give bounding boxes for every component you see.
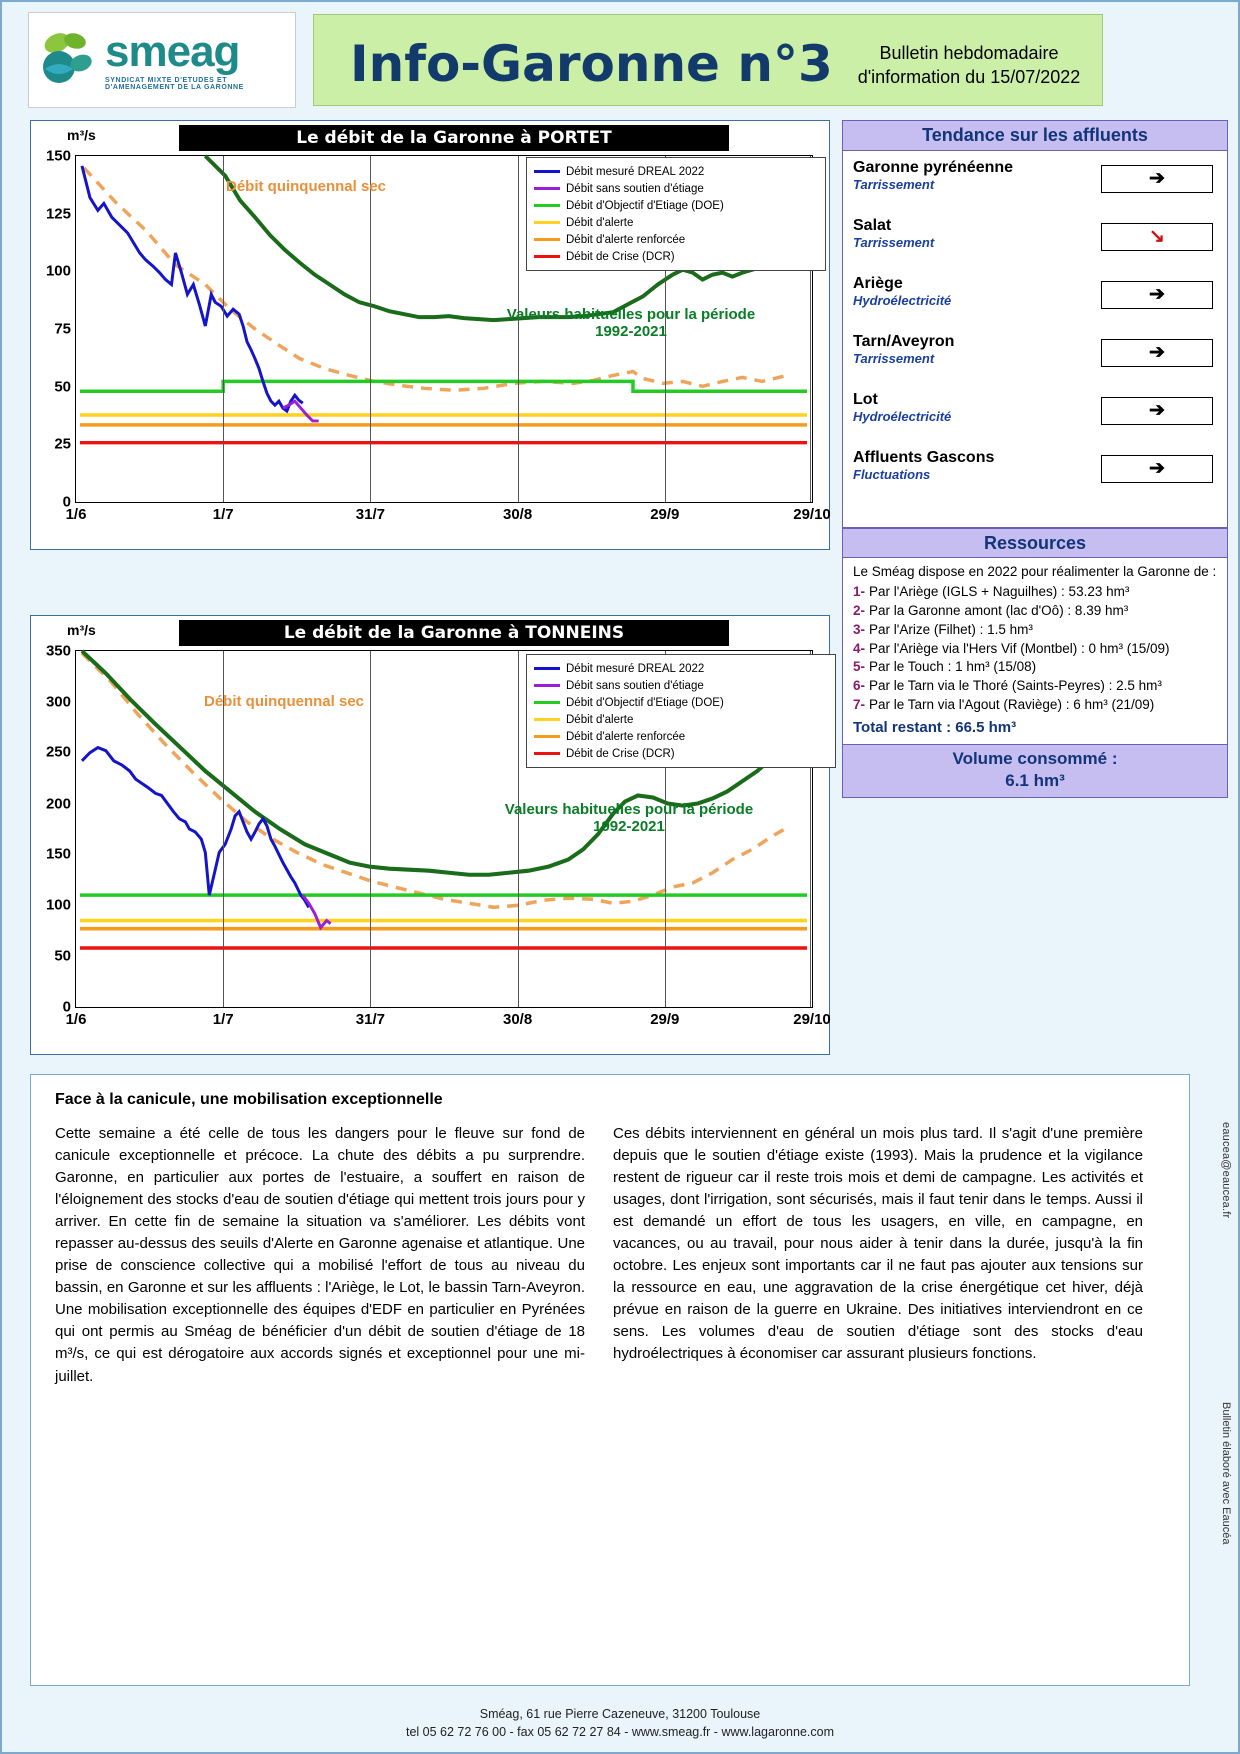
legend-label: Débit d'alerte renforcée bbox=[566, 233, 686, 246]
tendance-state: Hydroélectricité bbox=[853, 293, 952, 309]
tendance-state: Tarrissement bbox=[853, 177, 935, 193]
ressource-text: Par le Tarn via l'Agout (Raviège) : 6 hm³ (21/09) bbox=[869, 697, 1155, 713]
legend-swatch-icon bbox=[534, 667, 560, 670]
legend-swatch-icon bbox=[534, 238, 560, 241]
xtick: 31/7 bbox=[355, 1011, 385, 1028]
xtick: 29/9 bbox=[650, 506, 680, 523]
ressources-heading: Ressources bbox=[842, 528, 1228, 559]
legend-label: Débit sans soutien d'étiage bbox=[566, 679, 704, 692]
legend-label: Débit de Crise (DCR) bbox=[566, 747, 675, 760]
tendance-state: Tarrissement bbox=[853, 235, 935, 251]
legend-label: Débit d'alerte bbox=[566, 713, 634, 726]
ytick: 100 bbox=[45, 896, 71, 914]
legend-swatch-icon bbox=[534, 187, 560, 190]
tendance-state: Fluctuations bbox=[853, 467, 931, 483]
tendance-name: Salat bbox=[853, 216, 892, 234]
tendance-name: Garonne pyrénéenne bbox=[853, 158, 1014, 176]
chart-tonneins bbox=[30, 615, 830, 1055]
ressource-text: Par la Garonne amont (lac d'Oô) : 8.39 hm³ bbox=[869, 603, 1129, 618]
annot-quinquennal-sec: Débit quinquennal sec bbox=[203, 693, 365, 710]
chart-portet bbox=[30, 120, 830, 550]
ressources-intro: Le Sméag dispose en 2022 pour réalimenter la Garonne de : bbox=[853, 564, 1217, 580]
legend-label: Débit d'alerte renforcée bbox=[566, 730, 686, 743]
legend-swatch-icon bbox=[534, 170, 560, 173]
ressource-number: 7- bbox=[853, 697, 866, 713]
ressource-number: 4- bbox=[853, 640, 866, 656]
arrow-right-icon: ➔ bbox=[1101, 165, 1213, 193]
ressource-item bbox=[853, 602, 1217, 620]
article-column-right bbox=[613, 1123, 1143, 1388]
legend-swatch-icon bbox=[534, 204, 560, 207]
chart-tonneins-title: Le débit de la Garonne à TONNEINS bbox=[179, 620, 729, 646]
tendance-row-affluents-gascons bbox=[853, 447, 1217, 519]
article bbox=[30, 1074, 1190, 1686]
footer bbox=[2, 1705, 1238, 1743]
volume-value: 6.1 hm³ bbox=[1005, 770, 1065, 790]
article-heading: Face à la canicule, une mobilisation exceptionnelle bbox=[55, 1091, 443, 1108]
legend-item bbox=[534, 711, 828, 728]
volume-label: Volume consommé : bbox=[952, 748, 1118, 768]
legend-item bbox=[534, 248, 818, 265]
ytick: 150 bbox=[45, 147, 71, 165]
ressource-number: 6- bbox=[853, 678, 866, 694]
ressource-number: 1- bbox=[853, 584, 866, 600]
leaf-logo-icon bbox=[37, 29, 99, 91]
tendance-heading: Tendance sur les affluents bbox=[842, 120, 1228, 151]
logo-wordmark: smeag bbox=[105, 26, 240, 76]
legend-item bbox=[534, 197, 818, 214]
arrow-right-icon: ➔ bbox=[1101, 281, 1213, 309]
arrow-right-icon: ➔ bbox=[1101, 339, 1213, 367]
sidenote-credit: Bulletin élaboré avec Eaucéa bbox=[1220, 1402, 1232, 1545]
ytick: 125 bbox=[45, 205, 71, 223]
legend-swatch-icon bbox=[534, 255, 560, 258]
tendance-name: Tarn/Aveyron bbox=[853, 332, 955, 350]
legend-swatch-icon bbox=[534, 701, 560, 704]
legend-swatch-icon bbox=[534, 684, 560, 687]
ytick: 50 bbox=[54, 378, 71, 396]
ytick: 75 bbox=[54, 320, 71, 338]
legend-item bbox=[534, 694, 828, 711]
bulletin-subtitle: Bulletin hebdomadaire d'information du 15/07/2022 bbox=[857, 43, 1081, 88]
tendance-name: Affluents Gascons bbox=[853, 448, 995, 466]
legend-swatch-icon bbox=[534, 752, 560, 755]
smeag-logo bbox=[28, 12, 296, 108]
logo-subtitle: SYNDICAT MIXTE D'ETUDES ET D'AMENAGEMENT DE LA GARONNE bbox=[105, 76, 244, 91]
tendance-state: Hydroélectricité bbox=[853, 409, 952, 425]
tendance-row-ariege bbox=[853, 273, 1217, 331]
ytick: 250 bbox=[45, 743, 71, 761]
xtick: 1/6 bbox=[65, 1011, 87, 1028]
legend-item bbox=[534, 660, 828, 677]
legend-label: Débit d'alerte bbox=[566, 216, 634, 229]
ressources-total: Total restant : 66.5 hm³ bbox=[853, 718, 1017, 736]
ressource-item bbox=[853, 640, 1217, 658]
ytick: 25 bbox=[54, 435, 71, 453]
annot-valeurs-habituelles: Valeurs habituelles pour la période 1992-2021 bbox=[506, 306, 756, 341]
logo-text bbox=[105, 26, 287, 91]
ressource-item bbox=[853, 658, 1217, 676]
article-column-left bbox=[55, 1123, 585, 1388]
right-column bbox=[842, 120, 1228, 798]
chart-tonneins-unit: m³/s bbox=[67, 622, 96, 638]
legend-label: Débit d'Objectif d'Etiage (DOE) bbox=[566, 696, 724, 709]
tendance-row-garonne-pyreneenne bbox=[853, 157, 1217, 215]
tendance-box bbox=[842, 151, 1228, 528]
tendance-name: Lot bbox=[853, 390, 878, 408]
ressource-item bbox=[853, 696, 1217, 714]
legend-item bbox=[534, 214, 818, 231]
xtick: 1/6 bbox=[65, 506, 87, 523]
volume-consomme-box bbox=[842, 745, 1228, 798]
xtick: 29/9 bbox=[650, 1011, 680, 1028]
legend-swatch-icon bbox=[534, 221, 560, 224]
xtick: 29/10 bbox=[793, 1011, 831, 1028]
footer-address: Sméag, 61 rue Pierre Cazeneuve, 31200 Toulouse bbox=[479, 1706, 761, 1721]
ressource-text: Par l'Arize (Filhet) : 1.5 hm³ bbox=[869, 621, 1033, 637]
chart-tonneins-legend bbox=[526, 654, 836, 768]
article-columns bbox=[55, 1123, 1165, 1388]
chart-portet-title: Le débit de la Garonne à PORTET bbox=[179, 125, 729, 151]
legend-item bbox=[534, 745, 828, 762]
legend-label: Débit mesuré DREAL 2022 bbox=[566, 165, 705, 178]
ytick: 0 bbox=[62, 998, 71, 1016]
footer-contact: tel 05 62 72 76 00 - fax 05 62 72 27 84 - www.smeag.fr - www.lagaronne.com bbox=[405, 1725, 834, 1740]
ressource-text: Par le Tarn via le Thoré (Saints-Peyres) : 2.5 hm³ bbox=[869, 678, 1162, 694]
header bbox=[10, 8, 1228, 112]
ressources-box bbox=[842, 558, 1228, 744]
tendance-row-salat bbox=[853, 215, 1217, 273]
ressource-text: Par le Touch : 1 hm³ (15/08) bbox=[869, 659, 1037, 675]
chart-portet-legend bbox=[526, 157, 826, 271]
ytick: 100 bbox=[45, 262, 71, 280]
tendance-name: Ariège bbox=[853, 274, 903, 292]
legend-item bbox=[534, 728, 828, 745]
ressource-item bbox=[853, 583, 1217, 601]
ytick: 200 bbox=[45, 795, 71, 813]
annot-valeurs-habituelles: Valeurs habituelles pour la période 1992-2021 bbox=[504, 801, 754, 836]
ressource-text: Par l'Ariège via l'Hers Vif (Montbel) : 0 hm³ (15/09) bbox=[869, 640, 1170, 656]
gridline bbox=[370, 156, 371, 502]
tendance-row-lot bbox=[853, 389, 1217, 447]
ressource-number: 2- bbox=[853, 603, 866, 618]
title-banner bbox=[313, 14, 1103, 106]
ressource-number: 3- bbox=[853, 621, 866, 637]
legend-swatch-icon bbox=[534, 718, 560, 721]
legend-label: Débit sans soutien d'étiage bbox=[566, 182, 704, 195]
ytick: 300 bbox=[45, 693, 71, 711]
ytick: 350 bbox=[45, 642, 71, 660]
ytick: 50 bbox=[54, 947, 71, 965]
ressource-number: 5- bbox=[853, 659, 866, 675]
xtick: 30/8 bbox=[502, 1011, 533, 1028]
ytick: 0 bbox=[62, 493, 71, 511]
ressource-item bbox=[853, 621, 1217, 639]
legend-item bbox=[534, 231, 818, 248]
arrow-down-right-icon: ↘ bbox=[1101, 223, 1213, 251]
page-title: Info-Garonne n°3 bbox=[350, 35, 833, 93]
article-paragraph: Cette semaine a été celle de tous les dangers pour le fleuve sur fond de canicule exceptionnelle et précoce. La chute des débits a pu surprendre. Garonne, en particulier aux portes de l'estuaire, a souffert en raison de l'éloignement des stocks d'eau de soutien d'étiage qui mettent trois jours pour y arriver. En cette fin de semaine la situation va s'améliorer. Les débits vont repasser au-dessus des seuils d'Alerte en Garonne agenaise et atlantique. Une prise de conscience collective qui a mobilisé l'effort de tous au niveau du bassin, en Garonne et sur les affluents : l'Ariège, le Lot, le bassin Tarn-Aveyron. Une mobilisation exceptionnelle des équipes d'EDF en particulier en Pyrénées qui ont permis au Sméag de bénéficier d'un débit de soutien d'étiage de 18 m³/s, ce qui est dérogatoire aux accords signés et exceptionnel pour une mi-juillet. bbox=[55, 1125, 585, 1385]
gridline bbox=[223, 156, 224, 502]
legend-label: Débit de Crise (DCR) bbox=[566, 250, 675, 263]
xtick: 30/8 bbox=[502, 506, 533, 523]
annot-quinquennal-sec: Débit quinquennal sec bbox=[225, 178, 387, 195]
ressource-text: Par l'Ariège (IGLS + Naguilhes) : 53.23 hm³ bbox=[869, 584, 1130, 600]
xtick: 1/7 bbox=[212, 506, 234, 523]
article-paragraph: Ces débits interviennent en général un mois plus tard. Il s'agit d'une première depuis que le soutien d'étiage existe (1993). Mais la prudence et la vigilance restent de rigueur car il reste trois mois et demi de campagne. Les activités et usages, dont l'irrigation, sont sécurisés, mais il faut tenir dans le temps. Aussi il est demandé un effort de tous les usagers, en ville, en campagne, en vacances, ou au travail, pour nous aider à tenir dans la durée, jusqu'à la fin octobre. Les enjeux sont importants car il ne faut pas ajouter aux tensions sur la ressource en eau, une aggravation de la crise énergétique cet hiver, déjà prévue en raison de la guerre en Ukraine. Des initiatives interviendront en ce sens. Les volumes d'eau de soutien d'étiage sont des stocks d'eau hydroélectriques à économiser car assurant plusieurs fonctions. bbox=[613, 1125, 1143, 1363]
legend-item bbox=[534, 677, 828, 694]
legend-item bbox=[534, 163, 818, 180]
xtick: 1/7 bbox=[212, 1011, 234, 1028]
xtick: 31/7 bbox=[355, 506, 385, 523]
tendance-state: Tarrissement bbox=[853, 351, 935, 367]
legend-label: Débit d'Objectif d'Etiage (DOE) bbox=[566, 199, 724, 212]
tendance-row-tarn-aveyron bbox=[853, 331, 1217, 389]
legend-label: Débit mesuré DREAL 2022 bbox=[566, 662, 705, 675]
ressource-item bbox=[853, 677, 1217, 695]
arrow-right-icon: ➔ bbox=[1101, 397, 1213, 425]
legend-swatch-icon bbox=[534, 735, 560, 738]
ytick: 150 bbox=[45, 845, 71, 863]
legend-item bbox=[534, 180, 818, 197]
xtick: 29/10 bbox=[793, 506, 831, 523]
sidenote-email: eaucea@eaucea.fr bbox=[1220, 1122, 1232, 1219]
arrow-right-icon: ➔ bbox=[1101, 455, 1213, 483]
chart-portet-unit: m³/s bbox=[67, 127, 96, 143]
